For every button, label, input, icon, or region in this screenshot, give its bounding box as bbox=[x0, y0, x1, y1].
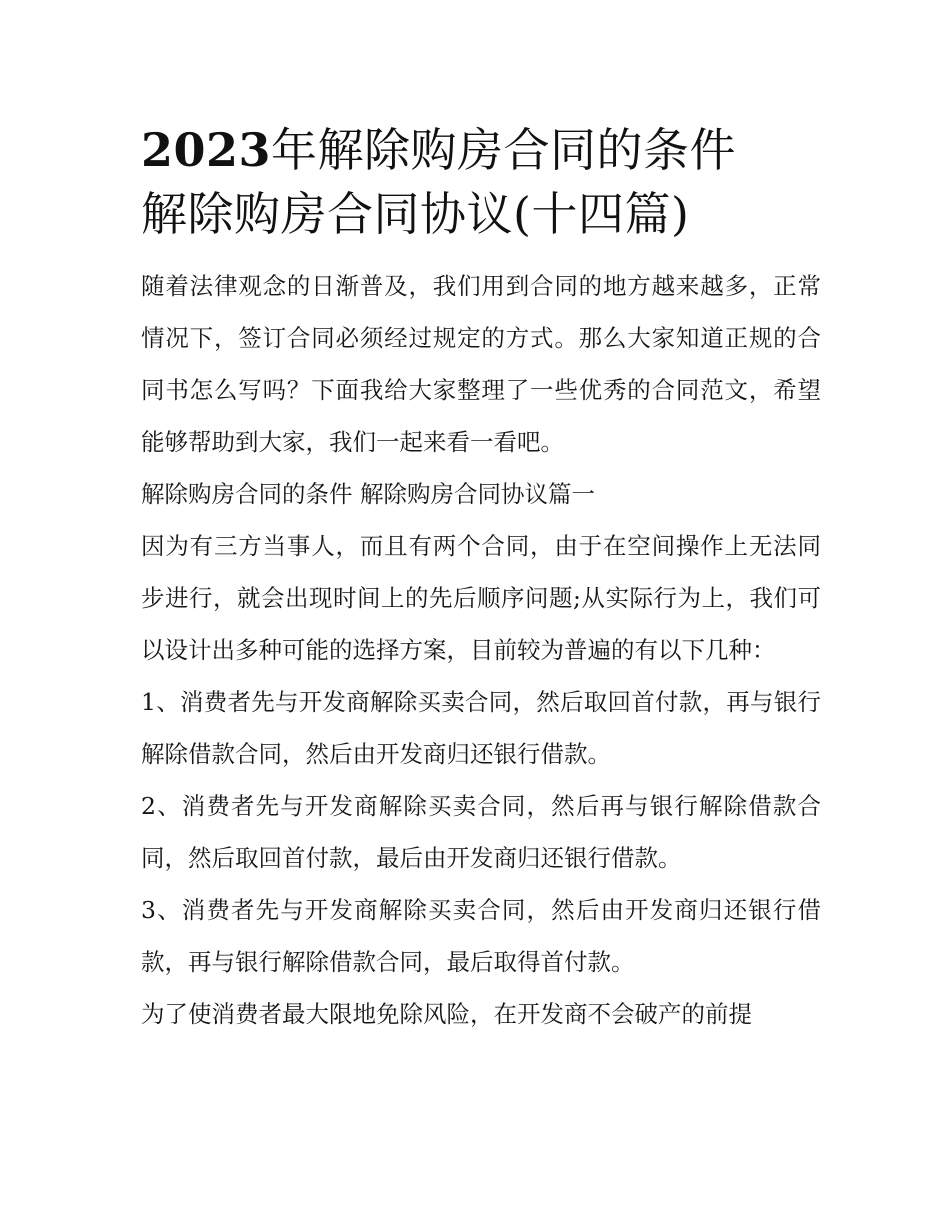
list-item-2: 2、消费者先与开发商解除买卖合同，然后再与银行解除借款合同，然后取回首付款，最后由开发商归还银行借款。 bbox=[141, 792, 821, 872]
intro-paragraph: 随着法律观念的日渐普及，我们用到合同的地方越来越多，正常情况下，签订合同必须经过规定的方式。那么大家知道正规的合同书怎么写吗？下面我给大家整理了一些优秀的合同范文，希望能够帮助到大家，我们一起来看一看吧。 bbox=[141, 272, 821, 456]
title-line-1-text: 年解除购房合同的条件 bbox=[271, 123, 737, 177]
title-line-1 bbox=[141, 118, 821, 182]
document-title bbox=[141, 118, 821, 246]
document-page bbox=[141, 118, 821, 1040]
title-line-2: 解除购房合同协议(十四篇) bbox=[141, 187, 690, 241]
title-year: 2023 bbox=[141, 123, 272, 177]
list-item-1: 1、消费者先与开发商解除买卖合同，然后取回首付款，再与银行解除借款合同，然后由开发商归还银行借款。 bbox=[141, 688, 821, 768]
paragraph: 为了使消费者最大限地免除风险，在开发商不会破产的前提 bbox=[141, 1000, 752, 1028]
paragraph: 因为有三方当事人，而且有两个合同，由于在空间操作上无法同步进行，就会出现时间上的先后顺序问题;从实际行为上，我们可以设计出多种可能的选择方案，目前较为普遍的有以下几种： bbox=[141, 532, 821, 664]
document-body bbox=[141, 260, 821, 1040]
list-item-3: 3、消费者先与开发商解除买卖合同，然后由开发商归还银行借款，再与银行解除借款合同，最后取得首付款。 bbox=[141, 896, 821, 976]
section-heading: 解除购房合同的条件 解除购房合同协议篇一 bbox=[141, 480, 595, 508]
